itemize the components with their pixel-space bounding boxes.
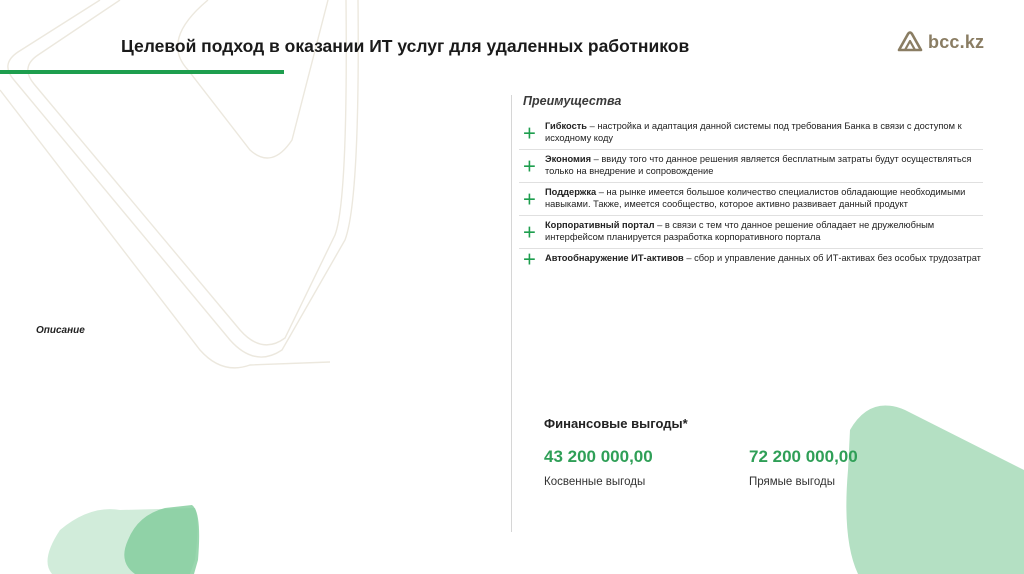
advantage-name: Поддержка <box>545 187 597 197</box>
list-item <box>519 246 983 272</box>
advantage-name: Автообнаружение ИТ-активов <box>545 253 684 263</box>
description-label: Описание <box>36 325 85 336</box>
bg-outline-3 <box>178 0 328 158</box>
column-divider <box>511 95 512 532</box>
plus-icon: + <box>523 219 536 245</box>
logo[interactable] <box>896 30 984 54</box>
logo-text: bcc.kz <box>928 31 985 52</box>
advantages-title: Преимущества <box>523 94 622 108</box>
advantage-text: – на рынке имеется большое количество специалистов обладающие необходимыми навыками. Также, имеется сообщество, которое активно развивает данный продукт <box>545 187 966 209</box>
indirect-benefit-value: 43 200 000,00 <box>544 447 653 466</box>
list-item <box>519 117 983 150</box>
indirect-benefit-label: Косвенные выгоды <box>544 476 646 488</box>
advantage-text: – ввиду того что данное решения является бесплатным затраты будут осуществляться только на внедрение и сопровождение <box>545 154 972 176</box>
advantage-name: Корпоративный портал <box>545 220 655 230</box>
advantage-name: Экономия <box>545 154 592 164</box>
list-item <box>519 183 983 216</box>
advantage-text: – сбор и управление данных об ИТ-активах без особых трудозатрат <box>683 253 981 263</box>
advantage-text: – в связи с тем что данное решение обладает не дружелюбным интерфейсом планируется разработка корпоративного портала <box>545 220 935 242</box>
list-item <box>519 150 983 183</box>
plus-icon: + <box>523 246 536 272</box>
plus-icon: + <box>523 186 536 212</box>
direct-benefit-value: 72 200 000,00 <box>749 447 858 466</box>
plus-icon: + <box>523 120 536 146</box>
financial-title: Финансовые выгоды* <box>544 416 688 431</box>
page-title: Целевой подход в оказании ИТ услуг для удаленных работников <box>121 36 690 56</box>
direct-benefit-label: Прямые выгоды <box>749 476 835 488</box>
bcc-logo-icon <box>896 30 924 54</box>
bg-triangle-large <box>846 406 1024 574</box>
list-item <box>519 216 983 249</box>
plus-icon: + <box>523 153 536 179</box>
title-accent-bar <box>0 70 284 74</box>
advantage-name: Гибкость <box>545 121 588 131</box>
advantages-list <box>519 117 983 272</box>
advantage-text: – настройка и адаптация данной системы под требования Банка в связи с доступом к исходному коду <box>545 121 962 143</box>
